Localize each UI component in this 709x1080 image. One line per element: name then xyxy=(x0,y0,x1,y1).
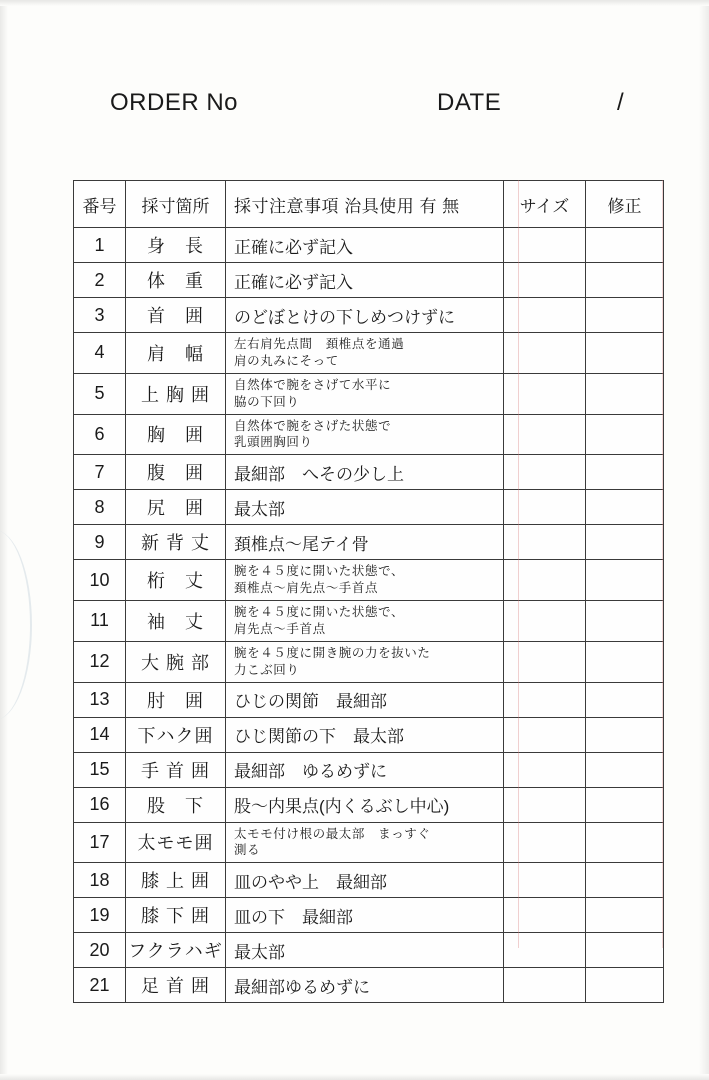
col-header-part: 採寸箇所 xyxy=(126,181,226,228)
cell-note-line: 太モモ付け根の最太部 まっすぐ xyxy=(234,826,431,841)
cell-no: 13 xyxy=(74,682,126,717)
cell-size-input[interactable] xyxy=(504,752,586,787)
cell-note-line: 力こぶ回り xyxy=(234,662,300,677)
cell-note xyxy=(226,601,504,642)
cell-note-line: 腕を４５度に開き腕の力を抜いた xyxy=(234,645,431,660)
cell-note-line: のどぼとけの下しめつけずに xyxy=(234,307,455,327)
table-row xyxy=(74,863,664,898)
cell-fix-input[interactable] xyxy=(586,560,664,601)
cell-fix-input[interactable] xyxy=(586,333,664,374)
cell-size-input[interactable] xyxy=(504,822,586,863)
cell-note-line: 乳頭囲胸回り xyxy=(234,435,313,450)
cell-note-line: 最細部 へその少し上 xyxy=(234,464,404,484)
cell-part: 膝 下 囲 xyxy=(126,898,226,933)
cell-part: 手 首 囲 xyxy=(126,752,226,787)
page-edge-right xyxy=(699,0,709,1080)
cell-fix-input[interactable] xyxy=(586,787,664,822)
cell-note xyxy=(226,933,504,968)
cell-note xyxy=(226,560,504,601)
cell-fix-input[interactable] xyxy=(586,933,664,968)
cell-fix-input[interactable] xyxy=(586,373,664,414)
cell-note-line: 腕を４５度に開いた状態で、 xyxy=(234,605,405,619)
cell-note xyxy=(226,822,504,863)
page-edge-bottom xyxy=(0,1074,709,1080)
cell-note-line: 肩の丸みにそって xyxy=(234,353,339,368)
cell-note-line: 皿のやや上 最細部 xyxy=(234,872,387,892)
order-no-label: ORDER No xyxy=(110,89,239,116)
cell-no: 18 xyxy=(74,863,126,898)
cell-no: 9 xyxy=(74,525,126,560)
cell-size-input[interactable] xyxy=(504,455,586,490)
table-row xyxy=(74,933,664,968)
cell-size-input[interactable] xyxy=(504,525,586,560)
cell-note xyxy=(226,333,504,374)
cell-note-line: 最太部 xyxy=(234,499,285,519)
col-header-size: サイズ xyxy=(504,181,586,228)
cell-fix-input[interactable] xyxy=(586,717,664,752)
cell-part: 足 首 囲 xyxy=(126,968,226,1003)
cell-fix-input[interactable] xyxy=(586,641,664,682)
table-row xyxy=(74,263,664,298)
table-row xyxy=(74,641,664,682)
cell-note xyxy=(226,490,504,525)
cell-note-line: 頚椎点〜尾テイ骨 xyxy=(234,534,369,554)
cell-note-line: ひじの関節 最細部 xyxy=(234,692,387,711)
cell-note-line: 最細部ゆるめずに xyxy=(234,977,370,997)
cell-size-input[interactable] xyxy=(504,228,586,263)
cell-no: 10 xyxy=(74,560,126,601)
col-header-fix: 修正 xyxy=(586,181,664,228)
cell-fix-input[interactable] xyxy=(586,968,664,1003)
cell-size-input[interactable] xyxy=(504,414,586,455)
table-row xyxy=(74,333,664,374)
cell-fix-input[interactable] xyxy=(586,822,664,863)
scan-line-artifact-2 xyxy=(662,180,663,948)
cell-no: 5 xyxy=(74,373,126,414)
table-row xyxy=(74,455,664,490)
cell-part: 首 囲 xyxy=(126,298,226,333)
cell-note-line: 頚椎点〜肩先点〜手首点 xyxy=(234,581,379,596)
cell-part: 股 下 xyxy=(126,787,226,822)
cell-note xyxy=(226,717,504,752)
cell-size-input[interactable] xyxy=(504,601,586,642)
cell-note xyxy=(226,682,504,717)
cell-fix-input[interactable] xyxy=(586,601,664,642)
cell-no: 3 xyxy=(74,298,126,333)
table-row xyxy=(74,968,664,1003)
cell-no: 7 xyxy=(74,455,126,490)
cell-note-line: 股〜内果点(内くるぶし中心) xyxy=(234,797,450,816)
cell-no: 1 xyxy=(74,228,126,263)
cell-fix-input[interactable] xyxy=(586,898,664,933)
cell-note-line: 左右肩先点間 頚椎点を通過 xyxy=(234,337,405,351)
cell-size-input[interactable] xyxy=(504,863,586,898)
cell-fix-input[interactable] xyxy=(586,228,664,263)
cell-note xyxy=(226,298,504,333)
cell-part: 上 胸 囲 xyxy=(126,373,226,414)
cell-no: 2 xyxy=(74,263,126,298)
cell-fix-input[interactable] xyxy=(586,263,664,298)
cell-size-input[interactable] xyxy=(504,682,586,717)
cell-note xyxy=(226,263,504,298)
measurement-table xyxy=(73,180,664,1003)
table-row xyxy=(74,298,664,333)
cell-part: 尻 囲 xyxy=(126,490,226,525)
cell-note xyxy=(226,641,504,682)
cell-size-input[interactable] xyxy=(504,298,586,333)
cell-no: 15 xyxy=(74,752,126,787)
cell-no: 17 xyxy=(74,822,126,863)
cell-fix-input[interactable] xyxy=(586,414,664,455)
cell-part: 下ハク囲 xyxy=(126,717,226,752)
scan-line-artifact-1 xyxy=(518,180,519,948)
cell-part: 肩 幅 xyxy=(126,333,226,374)
cell-no: 16 xyxy=(74,787,126,822)
cell-note xyxy=(226,863,504,898)
table-row xyxy=(74,822,664,863)
cell-note xyxy=(226,968,504,1003)
table-body xyxy=(74,228,664,1003)
cell-note xyxy=(226,525,504,560)
cell-note-line: 脇の下回り xyxy=(234,394,300,409)
cell-part: 桁 丈 xyxy=(126,560,226,601)
table-row xyxy=(74,228,664,263)
cell-size-input[interactable] xyxy=(504,717,586,752)
cell-fix-input[interactable] xyxy=(586,490,664,525)
cell-size-input[interactable] xyxy=(504,333,586,374)
cell-note xyxy=(226,787,504,822)
page-edge-top xyxy=(0,0,709,6)
cell-fix-input[interactable] xyxy=(586,298,664,333)
cell-note-line: 自然体で腕をさげた状態で xyxy=(234,418,392,433)
cell-note xyxy=(226,228,504,263)
table-row xyxy=(74,752,664,787)
table-row xyxy=(74,525,664,560)
cell-no: 11 xyxy=(74,601,126,642)
cell-size-input[interactable] xyxy=(504,898,586,933)
cell-size-input[interactable] xyxy=(504,263,586,298)
cell-no: 19 xyxy=(74,898,126,933)
cell-note-line: 正確に必ず記入 xyxy=(234,272,353,292)
table-row xyxy=(74,898,664,933)
cell-no: 21 xyxy=(74,968,126,1003)
measurement-table-wrap xyxy=(73,180,663,1003)
cell-part: 大 腕 部 xyxy=(126,641,226,682)
cell-note-line: 測る xyxy=(234,843,261,858)
cell-note xyxy=(226,898,504,933)
cell-part: 体 重 xyxy=(126,263,226,298)
cell-part: 胸 囲 xyxy=(126,414,226,455)
cell-part: 身 長 xyxy=(126,228,226,263)
cell-size-input[interactable] xyxy=(504,373,586,414)
cell-part: 新 背 丈 xyxy=(126,525,226,560)
cell-no: 12 xyxy=(74,641,126,682)
document-header xyxy=(0,82,709,124)
table-row xyxy=(74,601,664,642)
cell-note-line: 最細部 ゆるめずに xyxy=(234,762,387,781)
cell-note-line: ひじ関節の下 最太部 xyxy=(234,727,404,746)
cell-size-input[interactable] xyxy=(504,968,586,1003)
paper-curl-artifact xyxy=(0,530,32,720)
cell-part: フクラハギ xyxy=(126,933,226,968)
cell-no: 20 xyxy=(74,933,126,968)
cell-note xyxy=(226,455,504,490)
date-slash: / xyxy=(617,89,624,116)
cell-no: 8 xyxy=(74,490,126,525)
cell-no: 4 xyxy=(74,333,126,374)
col-header-note: 採寸注意事項 治具使用 有 無 xyxy=(226,181,504,228)
cell-note xyxy=(226,414,504,455)
cell-note xyxy=(226,373,504,414)
cell-part: 袖 丈 xyxy=(126,601,226,642)
table-row xyxy=(74,682,664,717)
cell-note-line: 最太部 xyxy=(234,942,285,962)
cell-note-line: 腕を４５度に開いた状態で、 xyxy=(234,564,405,579)
cell-note-line: 正確に必ず記入 xyxy=(234,237,353,257)
table-row xyxy=(74,560,664,601)
table-header-row xyxy=(74,181,664,228)
cell-size-input[interactable] xyxy=(504,560,586,601)
cell-note xyxy=(226,752,504,787)
cell-note-line: 自然体で腕をさげて水平に xyxy=(234,377,392,392)
cell-fix-input[interactable] xyxy=(586,752,664,787)
cell-fix-input[interactable] xyxy=(586,455,664,490)
date-label: DATE xyxy=(437,89,502,116)
cell-size-input[interactable] xyxy=(504,933,586,968)
col-header-no: 番号 xyxy=(74,181,126,228)
cell-part: 腹 囲 xyxy=(126,455,226,490)
table-row xyxy=(74,414,664,455)
table-row xyxy=(74,717,664,752)
cell-note-line: 皿の下 最細部 xyxy=(234,907,353,927)
cell-fix-input[interactable] xyxy=(586,863,664,898)
table-row xyxy=(74,490,664,525)
cell-part: 太モモ囲 xyxy=(126,822,226,863)
cell-part: 膝 上 囲 xyxy=(126,863,226,898)
cell-no: 6 xyxy=(74,414,126,455)
cell-size-input[interactable] xyxy=(504,490,586,525)
table-row xyxy=(74,373,664,414)
cell-fix-input[interactable] xyxy=(586,682,664,717)
cell-fix-input[interactable] xyxy=(586,525,664,560)
cell-size-input[interactable] xyxy=(504,641,586,682)
cell-note-line: 肩先点〜手首点 xyxy=(234,621,326,636)
cell-no: 14 xyxy=(74,717,126,752)
table-row xyxy=(74,787,664,822)
cell-size-input[interactable] xyxy=(504,787,586,822)
cell-part: 肘 囲 xyxy=(126,682,226,717)
